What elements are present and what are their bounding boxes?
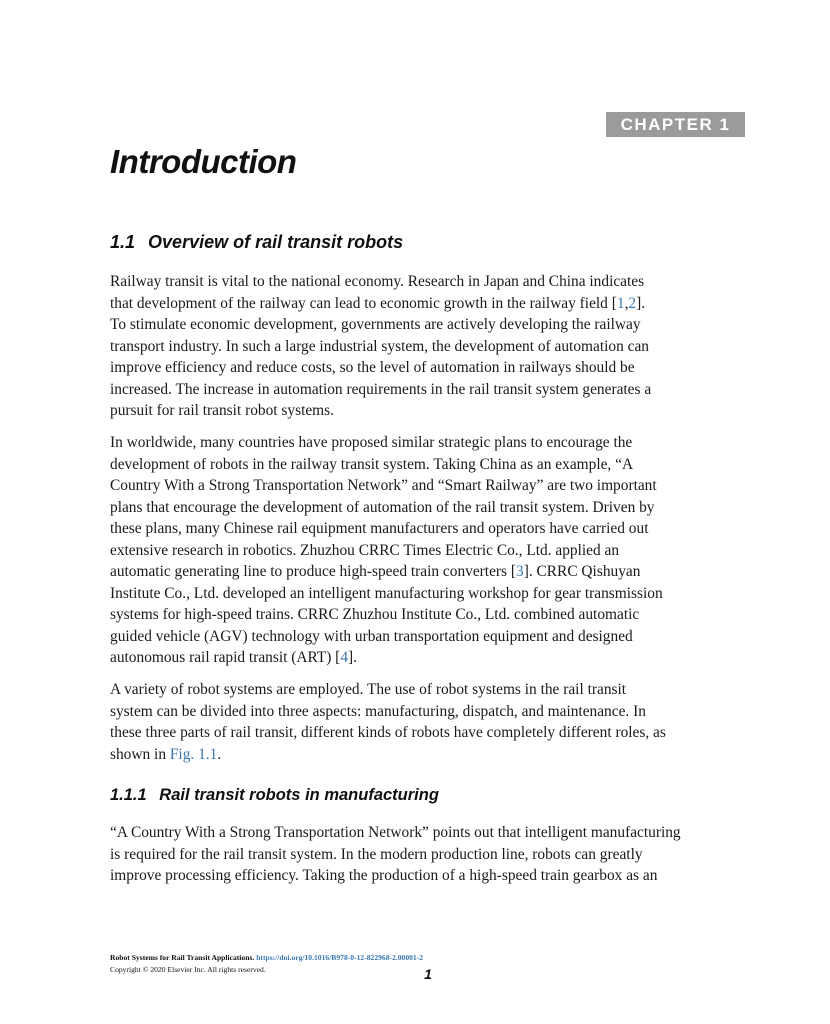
paragraph-4 [110, 822, 750, 887]
paragraph-text: extensive research in robotics. Zhuzhou CRRC Times Electric Co., Ltd. applied an [110, 541, 620, 559]
section-number: 1.1 [110, 232, 136, 252]
paragraph-text: system can be divided into three aspects: manufacturing, dispatch, and maintenance. In [110, 702, 646, 720]
paragraph-line [110, 701, 750, 723]
reference-link[interactable]: 4 [340, 649, 349, 666]
reference-link[interactable]: 3 [516, 563, 524, 580]
paragraph-text: Country With a Strong Transportation Network” and “Smart Railway” are two important [110, 477, 657, 494]
paragraph-line [110, 647, 750, 669]
footer-source [110, 953, 423, 962]
page-number: 1 [424, 966, 432, 982]
paragraph-line [110, 400, 750, 422]
paragraph-line [110, 379, 750, 401]
paragraph-text: improve efficiency and reduce costs, so the level of automation in railways should be [110, 359, 635, 376]
paragraph-text: , [624, 294, 629, 312]
paragraph-2 [110, 432, 750, 669]
reference-link[interactable]: 1 [616, 294, 625, 312]
paragraph-text: these plans, many Chinese rail equipment manufacturers and operators have carried out [110, 520, 649, 537]
reference-link[interactable]: 2 [628, 294, 637, 312]
paragraph-text: systems for high-speed trains. CRRC Zhuzhou Institute Co., Ltd. combined automatic [110, 606, 640, 623]
paragraph-line [110, 497, 750, 519]
paragraph-line [110, 540, 750, 562]
paragraph-text: . [217, 745, 222, 763]
chapter-badge [606, 112, 745, 137]
paragraph-line [110, 293, 750, 315]
paragraph-3 [110, 679, 750, 765]
paragraph-text: autonomous rail rapid transit (ART) [ [110, 649, 341, 666]
paragraph-line [110, 722, 750, 744]
paragraph-text: Institute Co., Ltd. developed an intelligent manufacturing workshop for gear transmission [110, 584, 663, 602]
chapter-title: Introduction [110, 143, 297, 180]
paragraph-line [110, 626, 750, 648]
section-title: Overview of rail transit robots [148, 232, 404, 252]
paragraph-line [110, 561, 750, 583]
paragraph-text: In worldwide, many countries have proposed similar strategic plans to encourage the [110, 434, 633, 451]
subsection-number: 1.1.1 [110, 786, 147, 804]
paragraph-line [110, 357, 750, 379]
paragraph-text: pursuit for rail transit robot systems. [110, 402, 334, 419]
footer-copyright: Copyright © 2020 Elsevier Inc. All rights reserved. [110, 965, 266, 974]
paragraph-line [110, 844, 750, 866]
paragraph-text: automatic generating line to produce high-speed train converters [ [110, 563, 516, 580]
paragraph-text: ]. [348, 649, 357, 666]
paragraph-text: improve processing efficiency. Taking the production of a high-speed train gearbox as an [110, 867, 658, 884]
paragraph-text: increased. The increase in automation requirements in the rail transit system generates a [110, 380, 652, 398]
paragraph-text: “A Country With a Strong Transportation Network” points out that intelligent manufacturing [110, 824, 681, 841]
paragraph-line [110, 679, 750, 701]
paragraph-text: A variety of robot systems are employed. The use of robot systems in the rail transit [110, 681, 627, 698]
paragraph-line [110, 314, 750, 336]
footer-book-title: Robot Systems for Rail Transit Applications. [110, 953, 255, 962]
paragraph-text: Railway transit is vital to the national economy. Research in Japan and China indicates [110, 273, 645, 290]
paragraph-text: development of robots in the railway transit system. Taking China as an example, “A [110, 455, 634, 473]
paragraph-line [110, 454, 750, 476]
paragraph-line [110, 822, 750, 844]
paragraph-text: these three parts of rail transit, different kinds of robots have completely different roles, as [110, 724, 666, 741]
paragraph-text: is required for the rail transit system. In the modern production line, robots can greatly [110, 845, 643, 863]
paragraph-text: transport industry. In such a large industrial system, the development of automation can [110, 337, 649, 355]
paragraph-line [110, 744, 750, 766]
subsection-title: Rail transit robots in manufacturing [159, 786, 439, 804]
paragraph-line [110, 604, 750, 626]
section-heading-1-1-1 [110, 786, 439, 805]
paragraph-line [110, 475, 750, 497]
reference-link[interactable]: Fig. 1.1 [169, 745, 218, 763]
paragraph-text: ]. [636, 294, 646, 312]
paragraph-1 [110, 271, 750, 422]
paragraph-text: ]. CRRC Qishuyan [523, 563, 641, 580]
paragraph-line [110, 432, 750, 454]
paragraph-line [110, 518, 750, 540]
paragraph-text: that development of the railway can lead to economic growth in the railway field [ [110, 294, 617, 312]
paragraph-text: shown in [110, 745, 170, 763]
paragraph-text: To stimulate economic development, governments are actively developing the railway [110, 316, 641, 333]
paragraph-text: plans that encourage the development of automation of the rail transit system. Driven by [110, 498, 655, 516]
paragraph-text: guided vehicle (AGV) technology with urban transportation equipment and designed [110, 627, 633, 645]
paragraph-line [110, 336, 750, 358]
paragraph-line [110, 865, 750, 887]
paragraph-line [110, 271, 750, 293]
section-heading-1-1 [110, 232, 403, 253]
footer-doi-link[interactable]: https://doi.org/10.1016/B978-0-12-822968-2.00001-2 [256, 953, 424, 962]
paragraph-line [110, 583, 750, 605]
chapter-badge-label: CHAPTER 1 [620, 114, 731, 134]
